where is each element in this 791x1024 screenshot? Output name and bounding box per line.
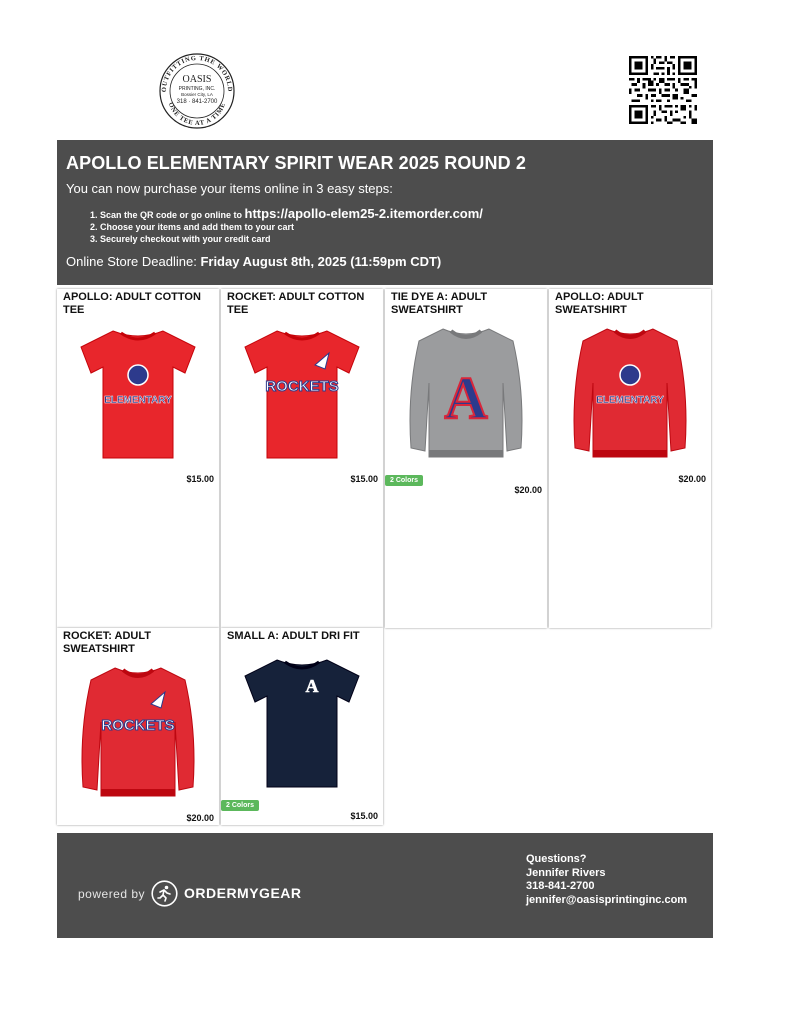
product-price: $15.00 [350, 811, 378, 821]
product-card[interactable] [57, 289, 219, 628]
product-name: ROCKET: ADULT COTTON TEE [227, 291, 365, 316]
step-1 [100, 208, 483, 221]
step-1-text: Scan the QR code or go online to [100, 210, 243, 220]
elementary-wordmark: ELEMENTARY [104, 395, 172, 406]
product-name: ROCKET: ADULT SWEATSHIRT [63, 630, 151, 655]
oasis-printing-logo [158, 52, 236, 130]
product-image[interactable] [401, 323, 531, 463]
logo-brand: OASIS [182, 74, 212, 85]
letter-a-graphic: A [444, 365, 488, 431]
page-title: APOLLO ELEMENTARY SPIRIT WEAR 2025 ROUND 2 [66, 153, 526, 173]
product-price: $20.00 [186, 813, 214, 823]
footer [57, 833, 713, 938]
logo-line2: Bossier City, LA [181, 92, 213, 97]
intro-text: You can now purchase your items online in 3 easy steps: [66, 181, 393, 196]
tshirt-shape [245, 660, 359, 787]
qr-code[interactable] [629, 56, 697, 124]
product-card[interactable] [221, 289, 383, 628]
contact-email[interactable]: jennifer@oasisprintinginc.com [526, 893, 688, 906]
contact-phone[interactable]: 318-841-2700 [526, 880, 595, 892]
deadline-value: Friday August 8th, 2025 (11:59pm CDT) [200, 254, 442, 269]
svg-text:ONE TEE AT A TIME [167, 102, 227, 128]
deadline [66, 254, 441, 269]
step-3: 3. Securely checkout with your credit card [100, 233, 483, 245]
product-image[interactable] [237, 652, 367, 792]
product-name: APOLLO: ADULT COTTON TEE [63, 291, 201, 316]
logo-ring-bottom: ONE TEE AT A TIME [166, 101, 228, 128]
step-2: 2. Choose your items and add them to your cart [100, 221, 483, 233]
product-image[interactable] [565, 323, 695, 463]
waistband [593, 450, 667, 457]
product-image[interactable] [73, 662, 203, 802]
product-price: $20.00 [678, 474, 706, 484]
product-price: $15.00 [350, 474, 378, 484]
product-image[interactable] [73, 323, 203, 463]
rockets-wordmark: ROCKETS [101, 717, 175, 734]
logo-ring-top: OUTFITTING THE WORLD [160, 54, 234, 93]
logo-phone: 318 · 841-2700 [176, 99, 218, 105]
letter-a-graphic: A [305, 676, 319, 696]
product-card[interactable] [549, 289, 711, 628]
deadline-label: Online Store Deadline: [66, 254, 197, 269]
product-name: APOLLO: ADULT SWEATSHIRT [555, 291, 644, 316]
steps-list [66, 208, 483, 245]
contact-heading: Questions? [526, 853, 587, 865]
product-card[interactable] [57, 628, 219, 825]
contact-info [526, 853, 687, 907]
store-url-link[interactable]: https://apollo-elem25-2.itemorder.com/ [244, 206, 483, 221]
sweatshirt-shape [574, 329, 686, 457]
contact-name: Jennifer Rivers [526, 866, 606, 879]
logo-line1: PRINTING, INC. [178, 86, 216, 92]
rocket-emblem [128, 365, 148, 385]
product-name: TIE DYE A: ADULT SWEATSHIRT [391, 291, 488, 316]
product-card[interactable] [385, 289, 547, 628]
rockets-wordmark: ROCKETS [265, 378, 339, 395]
waistband [429, 450, 503, 457]
product-name: SMALL A: ADULT DRI FIT [227, 630, 360, 642]
color-count-badge: 2 Colors [385, 475, 423, 486]
powered-by-text: powered by [78, 887, 146, 901]
product-image[interactable] [237, 323, 367, 463]
rocket-emblem [620, 365, 640, 385]
store-header [57, 140, 713, 285]
ordermygear-logo-text: ORDERMYGEAR [184, 885, 302, 901]
ordermygear-runner-icon [151, 880, 178, 907]
product-card[interactable] [221, 628, 383, 825]
color-count-badge: 2 Colors [221, 800, 259, 811]
product-price: $20.00 [514, 485, 542, 495]
waistband [101, 789, 175, 796]
elementary-wordmark: ELEMENTARY [596, 395, 664, 406]
product-price: $15.00 [186, 474, 214, 484]
